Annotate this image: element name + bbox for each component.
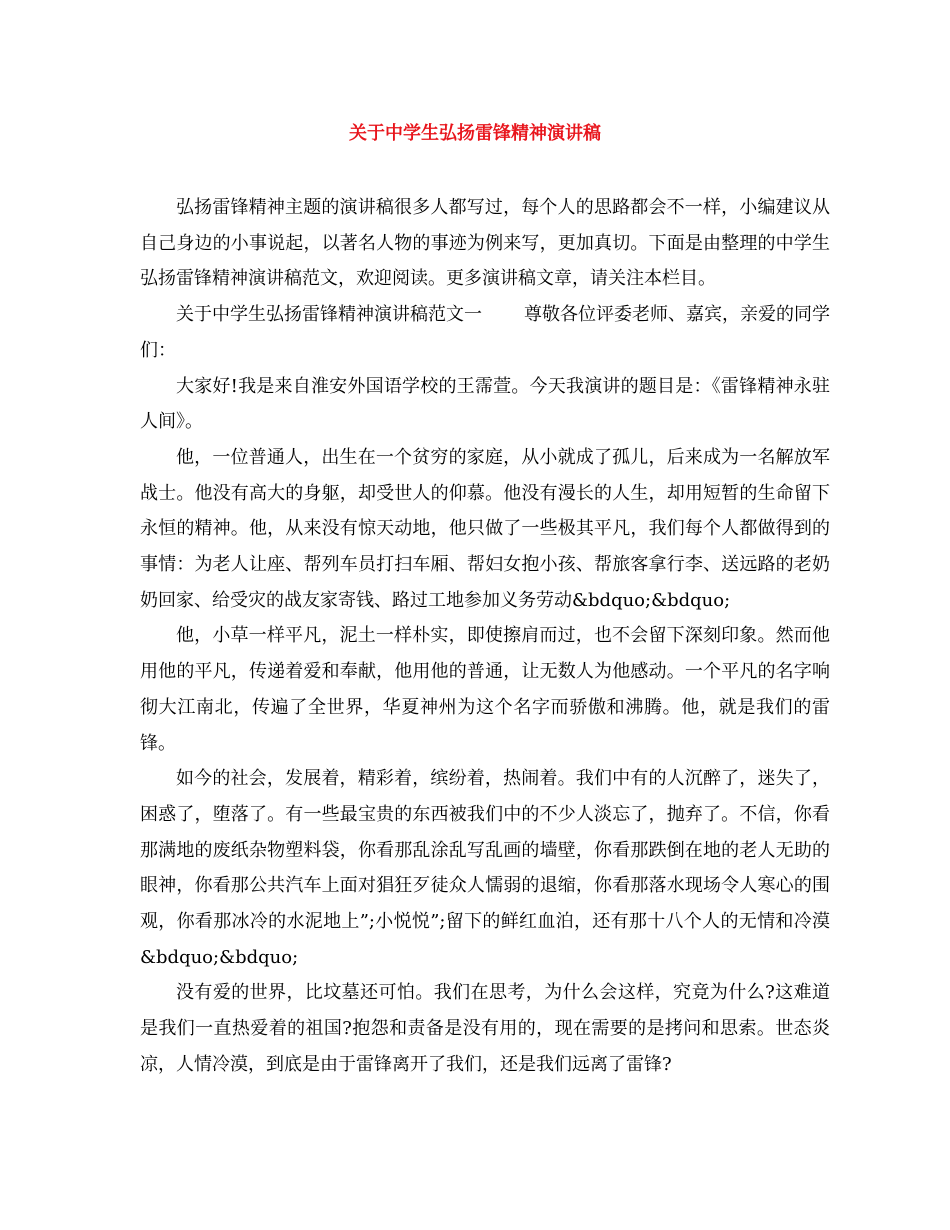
body-paragraph-1: 他，一位普通人，出生在一个贫穷的家庭，从小就成了孤儿，后来成为一名解放军战士。他没有高大的身躯，却受世人的仰慕。他没有漫长的人生，却用短暂的生命留下永恒的精神。他，从来没有惊天动地，他只做了一些极其平凡，我们每个人都做得到的事情：为老人让座、帮列车员打扫车厢、帮妇女抱小孩、帮旅客拿行李、送远路的老奶奶回家、给受灾的战友家寄钱、路过工地参加义务劳动&bdquo;&bdquo;: [140, 446, 830, 611]
sample-heading: 关于中学生弘扬雷锋精神演讲稿范文一: [176, 304, 482, 326]
intro-paragraph: 弘扬雷锋精神主题的演讲稿很多人都写过，每个人的思路都会不一样，小编建议从自己身边的小事说起，以著名人物的事迹为例来写，更加真切。下面是由整理的中学生弘扬雷锋精神演讲稿范文，欢迎阅读。更多演讲稿文章，请关注本栏目。: [140, 197, 830, 290]
body-paragraph-2: 他，小草一样平凡，泥土一样朴实，即使擦肩而过，也不会留下深刻印象。然而他用他的平凡，传递着爱和奉献，他用他的普通，让无数人为他感动。一个平凡的名字响彻大江南北，传遍了全世界，华夏神州为这个名字而骄傲和沸腾。他，就是我们的雷锋。: [140, 625, 830, 754]
body-paragraph-3: 如今的社会，发展着，精彩着，缤纷着，热闹着。我们中有的人沉醉了，迷失了，困惑了，堕落了。有一些最宝贵的东西被我们中的不少人淡忘了，抛弃了。不信，你看那满地的废纸杂物塑料袋，你看那乱涂乱写乱画的墙壁，你看那跌倒在地的老人无助的眼神，你看那公共汽车上面对猖狂歹徒众人懦弱的退缩，你看那落水现场令人寒心的围观，你看那冰冷的水泥地上”;小悦悦”;留下的鲜红血泊，还有那十八个人的无情和冷漠&bdquo;&bdquo;: [140, 768, 830, 968]
body-paragraph-4: 没有爱的世界，比坟墓还可怕。我们在思考，为什么会这样，究竟为什么?这难道是我们一直热爱着的祖国?抱怨和责备是没有用的，现在需要的是拷问和思索。世态炎凉，人情冷漠，到底是由于雷锋离开了我们，还是我们远离了雷锋?: [140, 982, 830, 1075]
sample-heading-paragraph: [140, 297, 830, 368]
document-body: [140, 190, 830, 1083]
greeting-paragraph: 大家好!我是来自淮安外国语学校的王霈萱。今天我演讲的题目是：《雷锋精神永驻人间》。: [140, 375, 830, 433]
salutation: 尊敬各位评委老师、嘉宾，亲爱的同学们：: [140, 304, 830, 361]
document-title: 关于中学生弘扬雷锋精神演讲稿: [349, 123, 601, 144]
